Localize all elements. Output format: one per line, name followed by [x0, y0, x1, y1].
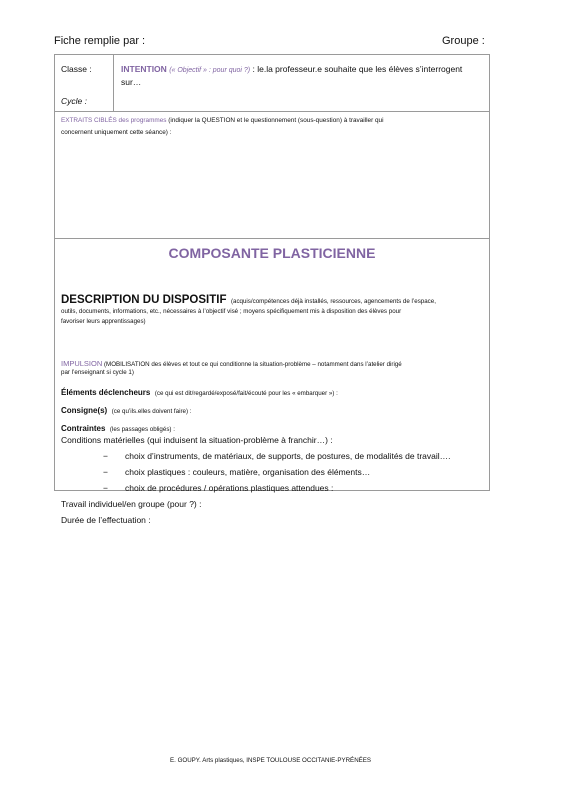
instructions-title: Consigne(s) [61, 406, 108, 415]
filled-by-label: Fiche remplie par : [54, 35, 146, 47]
intention-quote: (« Objectif » : pour quoi ?) [169, 67, 251, 74]
excerpts-title: EXTRAITS CIBLÉS des programmes [61, 117, 167, 124]
triggers-line [61, 382, 338, 400]
intention-cell[interactable] [114, 55, 489, 111]
bullet-symbol: − [103, 467, 108, 477]
description-line-1 [61, 290, 436, 308]
bullet-item: choix de procédures / opérations plastiques attendues : [125, 483, 334, 493]
row-plastic-component[interactable] [55, 238, 489, 491]
description-text-line2: outils, documents, informations, etc., nécessaires à l’objectif visé ; moyens spécifiquement mis à disposition des élèves pour [61, 308, 402, 315]
constraints-text: (les passages obligés) : [109, 426, 175, 433]
class-label: Classe : [61, 64, 92, 74]
intention-text: : le.la professeur.e souhaite que les élèves s’interrogent [252, 64, 463, 74]
constraints-title: Contraintes [61, 424, 106, 433]
class-cell[interactable] [55, 55, 114, 111]
row-programme-excerpts[interactable] [55, 111, 489, 239]
work-mode: Travail individuel/en groupe (pour ?) : [61, 499, 202, 509]
impulse-title: IMPULSION [61, 359, 103, 368]
plastic-component-title: COMPOSANTE PLASTICIENNE [168, 245, 376, 261]
bullet-item: choix plastiques : couleurs, matière, organisation des éléments… [125, 467, 371, 477]
triggers-text: (ce qui est dit/regardé/exposé/fait/écouté pour les « embarquer ») : [154, 390, 338, 397]
cycle-label: Cycle : [61, 96, 87, 106]
bullet-symbol: − [103, 483, 108, 493]
instructions-text: (ce qu’ils.elles doivent faire) : [111, 408, 192, 415]
constraints-line [61, 418, 175, 436]
intention-text-line2: sur… [121, 77, 142, 87]
description-title: DESCRIPTION DU DISPOSITIF [61, 294, 227, 306]
duration: Durée de l’effectuation : [61, 515, 151, 525]
group-label: Groupe : [442, 35, 485, 47]
excerpts-text-line2: concernent uniquement cette séance) : [61, 129, 172, 136]
footer-credit: E. GOUPY. Arts plastiques, INSPE TOULOUSE OCCITANIE-PYRÉNÉES [170, 757, 372, 764]
row-class-intention [55, 55, 489, 112]
description-text-line3: favoriser leurs apprentissages) [61, 318, 146, 325]
bullet-symbol: − [103, 451, 108, 461]
instructions-line [61, 400, 191, 418]
impulse-line-1 [61, 359, 402, 368]
bullet-item: choix d’instruments, de matériaux, de supports, de postures, de modalités de travail…. [125, 451, 451, 461]
excerpts-text: (indiquer la QUESTION et le questionnement (sous-question) à travailler qui [168, 117, 384, 124]
impulse-text-line2: par l’enseignant si cycle 1) [61, 369, 134, 376]
excerpts-line-1 [61, 117, 384, 124]
intention-line-1 [121, 64, 462, 74]
impulse-text: (MOBILISATION des élèves et tout ce qui conditionne la situation-problème – notamment dans l’atelier dirigé [104, 361, 402, 368]
description-text: (acquis/compétences déjà installés, ressources, agencements de l’espace, [230, 298, 436, 305]
triggers-title: Éléments déclencheurs [61, 388, 151, 397]
intention-title: INTENTION [121, 64, 167, 74]
material-conditions: Conditions matérielles (qui induisent la situation-problème à franchir…) : [61, 435, 333, 445]
lesson-form-table [54, 54, 490, 525]
